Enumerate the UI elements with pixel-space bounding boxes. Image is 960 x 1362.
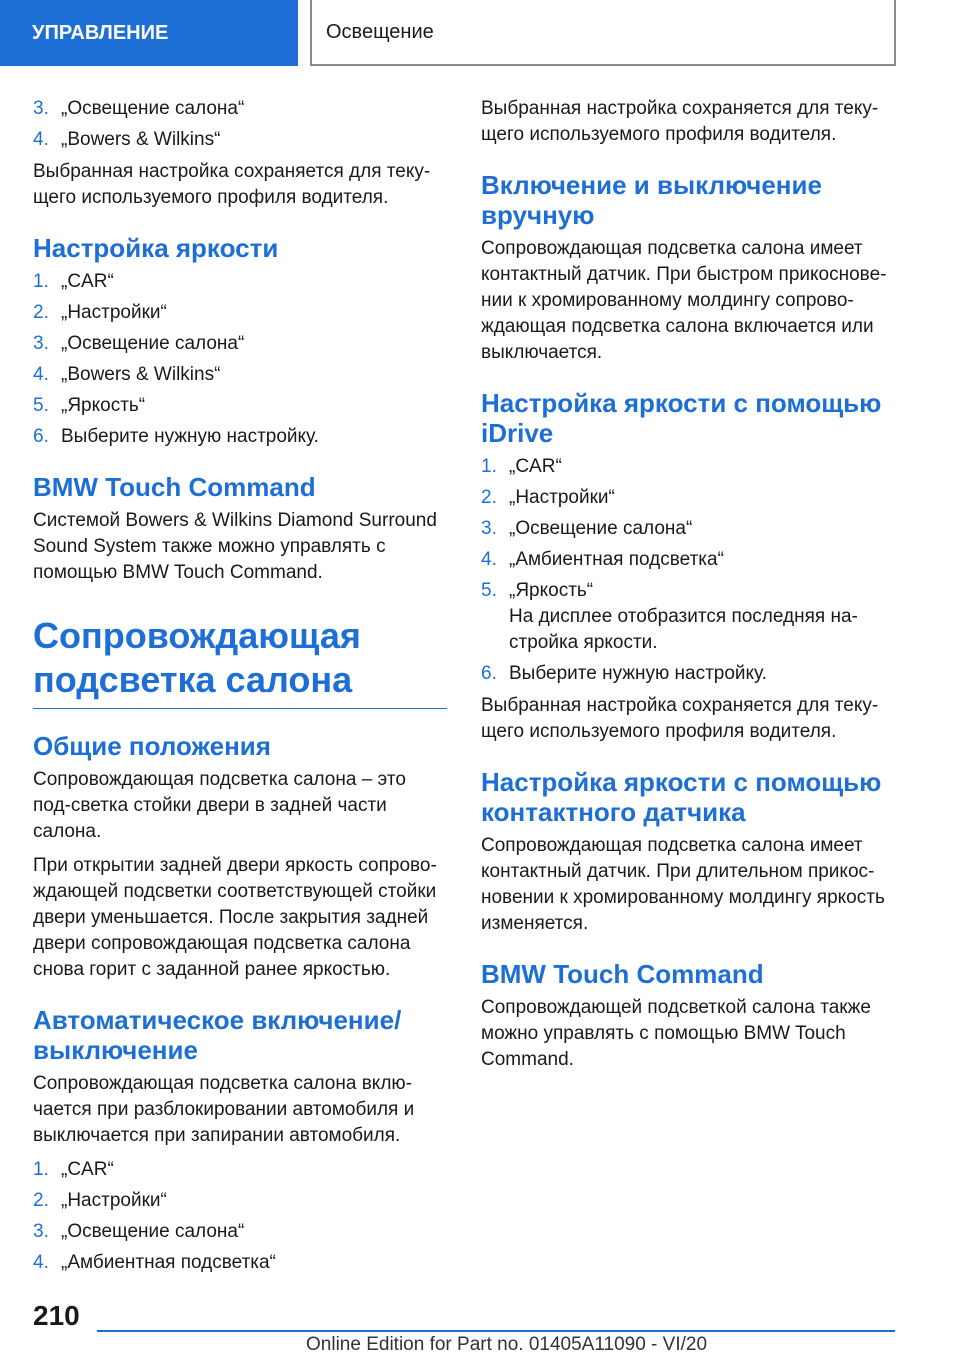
body-text: При открытии задней двери яркость сопрово-ждающей подсветки соответствующей стойки двери уменьшается. После закрытия задней двери сопровождающая подсветка салона снова горит с заданной ранее яркостью. xyxy=(33,855,437,980)
topic-tab: Освещение xyxy=(310,0,896,66)
step-number: 2. xyxy=(481,487,497,508)
step-number: 1. xyxy=(33,1159,49,1180)
step-text: „Освещение салона“ xyxy=(61,1221,245,1242)
step-text: „Освещение салона“ xyxy=(61,98,245,119)
left-column xyxy=(33,96,447,1282)
step-number: 3. xyxy=(33,1221,49,1242)
section-heading: Настройка яркости xyxy=(33,233,279,263)
step-number: 3. xyxy=(481,518,497,539)
step-number: 3. xyxy=(33,333,49,354)
chapter-heading: Сопровождающая подсветка салона xyxy=(33,614,447,709)
step-number: 4. xyxy=(33,1252,49,1273)
step-text: „Освещение салона“ xyxy=(61,333,245,354)
section-heading: BMW Touch Command xyxy=(33,472,316,502)
step-text: „CAR“ xyxy=(509,456,562,477)
body-text: Сопровождающая подсветка салона имеет контактный датчик. При быстром прикоснове-нии к хромированному молдингу сопрово-ждающая подсветка салона включается или выключается. xyxy=(481,238,887,363)
body-text: Выбранная настройка сохраняется для теку-щего используемого профиля водителя. xyxy=(481,98,879,145)
list-item xyxy=(481,578,901,656)
step-text: „Яркость“ На дисплее отобразится последняя на-стройка яркости. xyxy=(509,578,901,656)
section-heading: BMW Touch Command xyxy=(481,959,764,989)
step-number: 2. xyxy=(33,1190,49,1211)
list-item xyxy=(481,454,901,480)
list-item xyxy=(481,485,901,511)
section-heading: Общие положения xyxy=(33,731,271,761)
step-text: „Амбиентная подсветка“ xyxy=(61,1252,276,1273)
step-number: 1. xyxy=(481,456,497,477)
list-item xyxy=(481,516,901,542)
section-heading: Автоматическое включение/выключение xyxy=(33,1005,402,1065)
step-text: „Амбиентная подсветка“ xyxy=(509,549,724,570)
step-number: 5. xyxy=(481,580,497,601)
list-item xyxy=(33,1250,447,1276)
step-text: Выберите нужную настройку. xyxy=(509,663,767,684)
list-item xyxy=(33,393,447,419)
step-text: Выберите нужную настройку. xyxy=(61,426,319,447)
list-item xyxy=(33,331,447,357)
list-item xyxy=(481,661,901,687)
step-list xyxy=(33,1157,447,1276)
step-text: „CAR“ xyxy=(61,1159,114,1180)
step-number: 2. xyxy=(33,302,49,323)
body-text: Выбранная настройка сохраняется для теку-щего используемого профиля водителя. xyxy=(33,161,431,208)
step-note: На дисплее отобразится последняя на-стройка яркости. xyxy=(509,606,858,653)
step-text: „Яркость“ xyxy=(61,395,146,416)
step-number: 1. xyxy=(33,271,49,292)
step-number: 5. xyxy=(33,395,49,416)
list-item xyxy=(33,1219,447,1245)
body-text: Системой Bowers & Wilkins Diamond Surround Sound System также можно управлять с помощью BMW Touch Command. xyxy=(33,510,437,583)
step-number: 6. xyxy=(33,426,49,447)
page-header xyxy=(0,0,960,66)
body-text: Сопровождающая подсветка салона имеет контактный датчик. При длительном прикос-новении к хромированному молдингу яркость изменяется. xyxy=(481,835,885,934)
step-number: 4. xyxy=(33,364,49,385)
body-text: Сопровождающая подсветка салона вклю-чается при разблокировании автомобиля и выключается при запирании автомобиля. xyxy=(33,1073,415,1146)
step-number: 4. xyxy=(33,129,49,150)
list-item xyxy=(33,269,447,295)
list-item xyxy=(33,424,447,450)
step-text: „Настройки“ xyxy=(61,1190,167,1211)
page-number: 210 xyxy=(33,1300,80,1331)
section-heading: Настройка яркости с помощью контактного датчика xyxy=(481,767,882,827)
list-item xyxy=(33,96,447,122)
section-heading: Настройка яркости с помощью iDrive xyxy=(481,388,882,448)
list-item xyxy=(33,1157,447,1183)
right-column xyxy=(481,96,901,1081)
step-text: „Освещение салона“ xyxy=(509,518,693,539)
step-text: „Bowers & Wilkins“ xyxy=(61,364,221,385)
step-list xyxy=(33,96,447,153)
body-text: Сопровождающая подсветка салона – это под-светка стойки двери в задней части салона. xyxy=(33,769,406,842)
list-item xyxy=(33,300,447,326)
list-item xyxy=(481,547,901,573)
step-text: „Настройки“ xyxy=(509,487,615,508)
step-text: „Bowers & Wilkins“ xyxy=(61,129,221,150)
section-tab: УПРАВЛЕНИЕ xyxy=(0,0,298,66)
step-number: 3. xyxy=(33,98,49,119)
edition-note: Online Edition for Part no. 01405A11090 - VI/20 xyxy=(306,1334,708,1355)
step-number: 6. xyxy=(481,663,497,684)
list-item xyxy=(33,127,447,153)
step-list xyxy=(33,269,447,450)
footer-divider xyxy=(97,1330,895,1332)
step-number: 4. xyxy=(481,549,497,570)
body-text: Выбранная настройка сохраняется для теку-щего используемого профиля водителя. xyxy=(481,695,879,742)
step-list xyxy=(481,454,901,687)
step-text: „CAR“ xyxy=(61,271,114,292)
section-heading: Включение и выключение вручную xyxy=(481,170,822,230)
body-text: Сопровождающей подсветкой салона также можно управлять с помощью BMW Touch Command. xyxy=(481,997,871,1070)
step-text: „Настройки“ xyxy=(61,302,167,323)
list-item xyxy=(33,1188,447,1214)
list-item xyxy=(33,362,447,388)
